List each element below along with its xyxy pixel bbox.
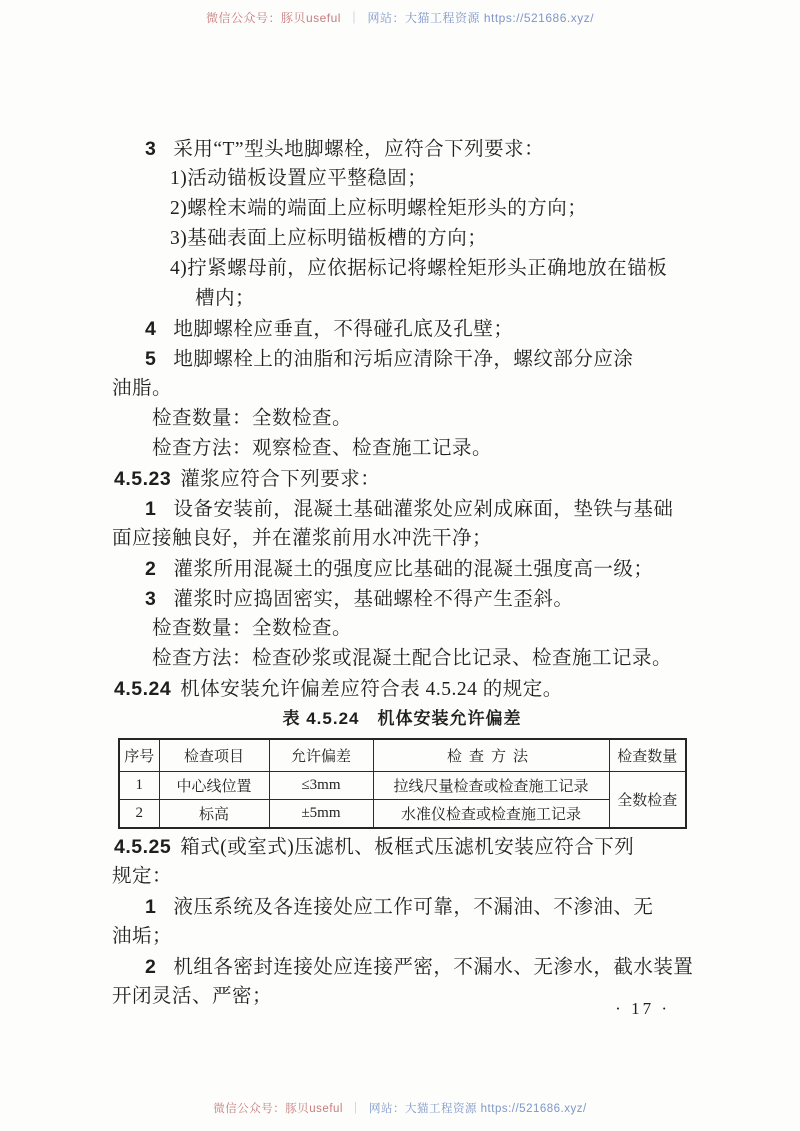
line-text: 开闭灵活、严密；: [112, 986, 273, 1007]
line-text: 1)活动锚板设置应平整稳固；: [170, 168, 428, 189]
clause-line: [112, 674, 692, 704]
watermark-site-label: 网站：大猫工程资源 https://521686.xyz/: [368, 1103, 587, 1115]
watermark-separator: ｜: [347, 11, 361, 25]
table-header-row: [119, 739, 686, 772]
line-text: 面应接触良好，并在灌浆前用水冲洗干净；: [112, 528, 493, 549]
line-text: 灌浆应符合下列要求：: [180, 469, 381, 490]
text-line: [112, 314, 692, 344]
cell-no: 1: [119, 772, 159, 800]
clause-number: 4.5.24: [114, 678, 172, 700]
header-quantity: 检查数量: [609, 739, 686, 772]
line-text: 规定：: [112, 866, 173, 887]
watermark-wechat-label: 微信公众号：豚贝useful: [213, 1103, 343, 1115]
text-line: [112, 494, 692, 524]
cell-tolerance: ≤3mm: [269, 772, 373, 800]
item-number: 3: [145, 588, 157, 610]
line-text: 槽内；: [195, 288, 256, 309]
text-line: [112, 952, 692, 982]
text-line: [112, 644, 692, 674]
line-text: 3)基础表面上应标明锚板槽的方向；: [170, 228, 488, 249]
line-text: 检查数量：全数检查。: [152, 408, 353, 429]
text-line: [112, 284, 692, 314]
line-text: 2)螺栓末端的端面上应标明螺栓矩形头的方向；: [170, 198, 588, 219]
text-line: [112, 584, 692, 614]
header-item: 检查项目: [159, 739, 269, 772]
line-text: 地脚螺栓应垂直，不得碰孔底及孔壁；: [173, 319, 514, 340]
line-text: 检查方法：检查砂浆或混凝土配合比记录、检查施工记录。: [152, 648, 673, 669]
text-line: [112, 254, 692, 284]
line-text: 检查数量：全数检查。: [152, 618, 353, 639]
text-line: [112, 524, 692, 554]
page-number: · 17 ·: [615, 999, 670, 1018]
cell-item: 中心线位置: [159, 772, 269, 800]
item-number: 3: [145, 138, 157, 160]
text-line: [112, 982, 692, 1012]
table-title: 表 4.5.24 机体安装允许偏差: [282, 709, 522, 728]
line-text: 油垢；: [112, 926, 173, 947]
line-text: 机体安装允许偏差应符合表 4.5.24 的规定。: [180, 679, 563, 700]
line-text: 箱式(或室式)压滤机、板框式压滤机安装应符合下列: [180, 837, 635, 858]
line-text: 检查方法：观察检查、检查施工记录。: [152, 438, 493, 459]
line-text: 地脚螺栓上的油脂和污垢应清除干净，螺纹部分应涂: [173, 349, 634, 370]
clause-number: 4.5.25: [114, 836, 172, 858]
item-number: 4: [145, 318, 157, 340]
item-number: 2: [145, 956, 157, 978]
cell-no: 2: [119, 800, 159, 829]
watermark-wechat-label: 微信公众号：豚贝useful: [205, 11, 341, 25]
text-line: [112, 434, 692, 464]
line-text: 灌浆所用混凝土的强度应比基础的混凝土强度高一级；: [173, 559, 654, 580]
text-line: [112, 164, 692, 194]
document-body: [112, 134, 692, 1012]
line-text: 灌浆时应捣固密实，基础螺栓不得产生歪斜。: [173, 589, 574, 610]
text-line: [112, 614, 692, 644]
text-line: [112, 194, 692, 224]
cell-tolerance: ±5mm: [269, 800, 373, 829]
cell-method: 拉线尺量检查或检查施工记录: [373, 772, 609, 800]
text-line: [112, 892, 692, 922]
text-line: [112, 344, 692, 374]
text-line: [112, 554, 692, 584]
text-line: [112, 922, 692, 952]
watermark-top: [0, 9, 800, 26]
tolerance-table: [118, 738, 687, 829]
header-method: 检查方法: [373, 739, 609, 772]
cell-method: 水准仪检查或检查施工记录: [373, 800, 609, 829]
clause-line: [112, 832, 692, 862]
item-number: 1: [145, 498, 157, 520]
text-line: [112, 224, 692, 254]
table-row: [119, 800, 686, 829]
cell-quantity-merged: 全数检查: [609, 772, 686, 829]
cell-item: 标高: [159, 800, 269, 829]
text-line: [112, 134, 692, 164]
watermark-site-label: 网站：大猫工程资源 https://521686.xyz/: [367, 11, 595, 25]
watermark-separator: ｜: [349, 1103, 362, 1115]
table-row: [119, 772, 686, 800]
line-text: 油脂。: [112, 378, 173, 399]
line-text: 机组各密封连接处应连接严密，不漏水、无渗水，截水装置: [173, 957, 694, 978]
text-line: [112, 862, 692, 892]
line-text: 液压系统及各连接处应工作可靠，不漏油、不渗油、无: [173, 897, 654, 918]
clause-number: 4.5.23: [114, 468, 172, 490]
item-number: 5: [145, 348, 157, 370]
header-no: 序号: [119, 739, 159, 772]
clause-line: [112, 464, 692, 494]
line-text: 4)拧紧螺母前，应依据标记将螺栓矩形头正确地放在锚板: [170, 258, 668, 279]
line-text: 设备安装前，混凝土基础灌浆处应剁成麻面，垫铁与基础: [173, 499, 674, 520]
header-tolerance: 允许偏差: [269, 739, 373, 772]
item-number: 2: [145, 558, 157, 580]
line-text: 采用“T”型头地脚螺栓，应符合下列要求：: [173, 139, 545, 160]
text-line: [112, 374, 692, 404]
watermark-bottom: [0, 1100, 800, 1116]
text-line: [112, 404, 692, 434]
item-number: 1: [145, 896, 157, 918]
